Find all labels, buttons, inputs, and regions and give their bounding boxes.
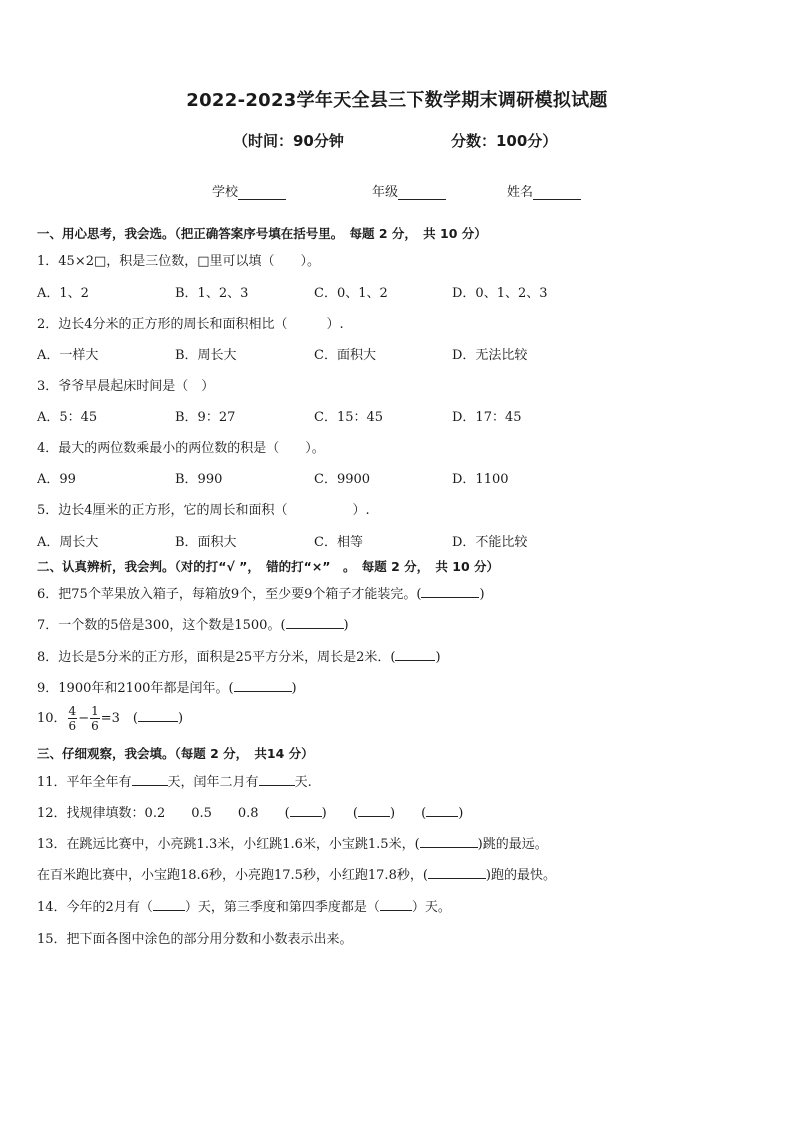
section-2-heading: 二、认真辨析，我会判。（对的打“√ ”， 错的打“×” 。 每题 2 分， 共 10 分） (37, 559, 500, 574)
q2-option-b[interactable]: B．周长大 (175, 348, 237, 363)
q13-blank-1[interactable] (420, 835, 478, 848)
question-12-text: 12．找规律填数：0.2 0.5 0.8 ( (37, 806, 290, 821)
q14-blank-2[interactable] (380, 898, 412, 911)
fraction-4-6 (68, 704, 78, 733)
q2-option-d[interactable]: D．无法比较 (452, 348, 528, 363)
question-13-part-a: 13．在跳远比赛中，小亮跳1.3米，小红跳1.6米，小宝跳1.5米，( (37, 837, 420, 852)
name-blank[interactable] (533, 185, 581, 200)
equals-three: =3 ( (100, 711, 138, 726)
section-3-heading: 三、仔细观察，我会填。（每题 2 分， 共14 分） (37, 746, 314, 761)
question-14-part-c: ）天。 (411, 900, 451, 915)
q3-option-b[interactable]: B．9：27 (175, 410, 236, 425)
question-11 (37, 771, 312, 790)
question-4: 4．最大的两位数乘最小的两位数的积是（ ）。 (37, 441, 325, 456)
q10-answer-blank[interactable] (138, 709, 178, 722)
q5-option-b[interactable]: B．面积大 (175, 535, 237, 550)
q11-blank-1[interactable] (132, 773, 168, 786)
q1-option-c[interactable]: C．0、1、2 (314, 286, 388, 301)
time-info: （时间：90分钟 (233, 132, 344, 150)
question-13-line-1 (37, 833, 548, 852)
grade-label: 年级 (372, 185, 399, 200)
q5-option-c[interactable]: C．相等 (314, 535, 363, 550)
question-11-part-a: 11．平年全年有 (37, 775, 132, 790)
q1-option-a[interactable]: A．1、2 (37, 286, 89, 301)
q12-close-paren-3: ) (458, 806, 464, 821)
question-11-part-b: 天，闰年二月有 (167, 775, 259, 790)
question-6-text: 6．把75个苹果放入箱子，每箱放9个，至少要9个箱子才能装完。( (37, 587, 422, 602)
q4-option-d[interactable]: D．1100 (452, 472, 509, 487)
q5-option-d[interactable]: D．不能比较 (452, 535, 528, 550)
question-7 (37, 614, 349, 633)
q8-close-paren: ) (435, 650, 441, 665)
fraction-1-6 (90, 704, 100, 733)
question-7-text: 7．一个数的5倍是300，这个数是1500。( (37, 618, 286, 633)
q6-answer-blank[interactable] (421, 585, 479, 598)
q12-blank-3[interactable] (426, 804, 458, 817)
q11-blank-2[interactable] (259, 773, 295, 786)
q12-open-paren-2: ( (352, 806, 358, 821)
q3-option-a[interactable]: A．5：45 (37, 410, 98, 425)
question-1: 1．45×2□，积是三位数，□里可以填（ ）。 (37, 254, 321, 269)
name-label: 姓名 (507, 185, 534, 200)
fraction-numerator: 4 (68, 704, 77, 718)
minus-sign: − (78, 711, 90, 726)
q7-close-paren: ) (343, 618, 349, 633)
question-13-part-b: )跳的最远。 (477, 837, 548, 852)
question-10-number: 10． (37, 711, 67, 726)
question-3: 3．爷爷早晨起床时间是（ ） (37, 379, 215, 394)
question-14-part-b: ）天，第三季度和第四季度都是（ (184, 900, 380, 915)
question-9 (37, 677, 297, 696)
q14-blank-1[interactable] (153, 898, 185, 911)
fraction-denominator: 6 (68, 719, 77, 733)
q1-option-d[interactable]: D．0、1、2、3 (452, 286, 548, 301)
question-10 (37, 704, 183, 733)
question-14-part-a: 14．今年的2月有（ (37, 900, 153, 915)
q5-option-a[interactable]: A．周长大 (37, 535, 99, 550)
q10-close-paren: ) (177, 711, 184, 726)
name-field (507, 181, 581, 200)
question-11-part-c: 天. (294, 775, 312, 790)
page-title: 2022-2023学年天全县三下数学期末调研模拟试题 (186, 90, 608, 111)
question-13-part-d: )跑的最快。 (485, 868, 556, 883)
question-6 (37, 583, 485, 602)
q12-blank-1[interactable] (290, 804, 322, 817)
grade-blank[interactable] (398, 185, 446, 200)
grade-field (372, 181, 446, 200)
school-field (212, 181, 286, 200)
q12-close-paren-2: ) (389, 806, 396, 821)
fraction-numerator: 1 (91, 704, 99, 718)
question-8 (37, 646, 441, 665)
question-13-part-c: 在百米跑比赛中，小宝跑18.6秒，小亮跑17.5秒，小红跑17.8秒，( (37, 868, 428, 883)
question-5: 5．边长4厘米的正方形，它的周长和面积（ ）. (37, 503, 370, 518)
q1-option-b[interactable]: B．1、2、3 (175, 286, 249, 301)
q3-option-c[interactable]: C．15：45 (314, 410, 384, 425)
q6-close-paren: ) (479, 587, 485, 602)
question-13-line-2 (37, 864, 556, 883)
q12-blank-2[interactable] (358, 804, 390, 817)
q7-answer-blank[interactable] (286, 616, 344, 629)
q2-option-a[interactable]: A．一样大 (37, 348, 99, 363)
q3-option-d[interactable]: D．17：45 (452, 410, 522, 425)
q9-answer-blank[interactable] (234, 679, 292, 692)
question-15: 15．把下面各图中涂色的部分用分数和小数表示出来。 (37, 932, 353, 947)
fraction-denominator: 6 (91, 719, 99, 733)
q9-close-paren: ) (291, 681, 297, 696)
section-1-heading: 一、用心思考，我会选。（把正确答案序号填在括号里。 每题 2 分， 共 10 分） (37, 226, 487, 241)
q12-close-paren-1: ) (321, 806, 327, 821)
q12-open-paren-3: ( (421, 806, 427, 821)
question-14 (37, 896, 451, 915)
q8-answer-blank[interactable] (395, 648, 435, 661)
q4-option-a[interactable]: A．99 (37, 472, 76, 487)
question-2: 2．边长4分米的正方形的周长和面积相比（ ）. (37, 317, 344, 332)
q4-option-b[interactable]: B．990 (175, 472, 223, 487)
q13-blank-2[interactable] (428, 866, 486, 879)
school-blank[interactable] (238, 185, 286, 200)
question-8-text: 8．边长是5分米的正方形，面积是25平方分米，周长是2米．( (37, 650, 396, 665)
score-info: 分数：100分） (451, 132, 558, 150)
q2-option-c[interactable]: C．面积大 (314, 348, 376, 363)
q4-option-c[interactable]: C．9900 (314, 472, 371, 487)
question-9-text: 9．1900年和2100年都是闰年。( (37, 681, 234, 696)
question-12 (37, 802, 463, 821)
school-label: 学校 (212, 185, 239, 200)
